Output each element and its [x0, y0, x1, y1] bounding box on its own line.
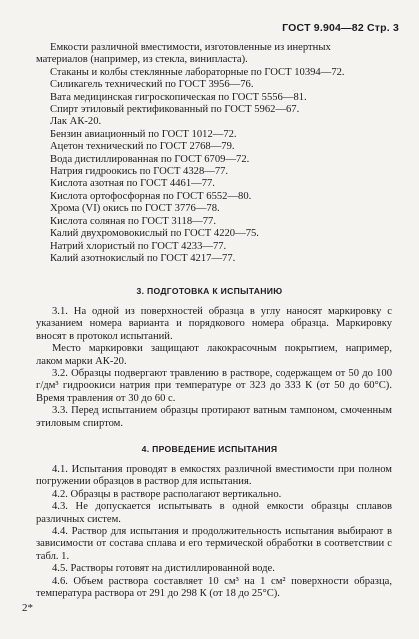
list-item: Натрий хлористый по ГОСТ 4233—77. — [50, 240, 227, 252]
list-item: Спирт этиловый ректификованный по ГОСТ 5962—67. — [50, 104, 300, 116]
paragraph: 4.4. Раствор для испытания и продолжительность испытания выбирают в зависимости от состава сплава и его термической обработки в соответствии с табл. 1. — [36, 526, 392, 562]
materials-list — [36, 42, 392, 265]
paragraph: 4.1. Испытания проводят в емкостях различной вместимости при полном погружении образцов в раствор для испытания. — [36, 464, 392, 488]
paragraph: 4.3. Не допускается испытывать в одной емкости образцы сплавов различных систем. — [36, 501, 392, 525]
list-item: Лак АК-20. — [50, 116, 102, 128]
section-3-body — [36, 306, 392, 430]
section-4-body — [36, 464, 392, 600]
paragraph: 3.1. На одной из поверхностей образца в углу наносят маркировку с указанием номера варианта и порядкового номера образца. Маркировку вносят в протокол испытаний. — [36, 306, 392, 342]
list-item: Вода дистиллированная по ГОСТ 6709—72. — [50, 153, 250, 165]
list-item: Кислота соляная по ГОСТ 3118—77. — [50, 215, 216, 227]
list-item: Калий двухромовокислый по ГОСТ 4220—75. — [50, 228, 259, 240]
list-item: Кислота ортофосфорная по ГОСТ 6552—80. — [50, 190, 252, 202]
list-item: Натрия гидроокись по ГОСТ 4328—77. — [50, 166, 229, 178]
page-header: ГОСТ 9.904—82 Стр. 3 — [282, 22, 399, 34]
list-item: Стаканы и колбы стеклянные лабораторные по ГОСТ 10394—72. — [50, 66, 345, 78]
list-item: Ацетон технический по ГОСТ 2768—79. — [50, 141, 235, 153]
paragraph: 4.2. Образцы в растворе располагают вертикально. — [52, 488, 282, 500]
list-item: Бензин авиационный по ГОСТ 1012—72. — [50, 128, 237, 140]
paragraph: 3.2. Образцы подвергают травлению в растворе, содержащем от 50 до 100 г/дм³ гидроокиси натрия при температуре от 323 до 333 К (от 50 до 60°С). Время травления от 30 до 60 с. — [36, 368, 392, 404]
paragraph: 4.6. Объем раствора составляет 10 см³ на 1 см² поверхности образца, температура раствора от 291 до 298 К (от 18 до 25°С). — [36, 575, 392, 600]
list-item: Кислота азотная по ГОСТ 4461—77. — [50, 178, 215, 190]
list-item: Калий азотнокислый по ГОСТ 4217—77. — [50, 252, 236, 264]
list-item: Емкости различной вместимости, изготовленные из инертных — [50, 42, 331, 53]
paragraph: 4.5. Растворы готовят на дистиллированной воде. — [52, 563, 275, 575]
list-item: материалов (например, из стекла, винипласта). — [36, 54, 248, 66]
section-4-title: 4. ПРОВЕДЕНИЕ ИСПЫТАНИЯ — [141, 444, 278, 454]
list-item: Силикагель технический по ГОСТ 3956—76. — [50, 79, 254, 91]
page-signature-mark: 2* — [22, 602, 33, 614]
list-item: Вата медицинская гигроскопическая по ГОСТ 5556—81. — [50, 91, 307, 103]
paragraph: Место маркировки защищают лакокрасочным покрытием, например, лаком марки АК-20. — [36, 343, 392, 367]
list-item: Хрома (VI) окись по ГОСТ 3776—78. — [50, 203, 220, 215]
paragraph: 3.3. Перед испытанием образцы протирают ватным тампоном, смоченным этиловым спиртом. — [36, 405, 392, 429]
section-3-title: 3. ПОДГОТОВКА К ИСПЫТАНИЮ — [136, 286, 283, 296]
